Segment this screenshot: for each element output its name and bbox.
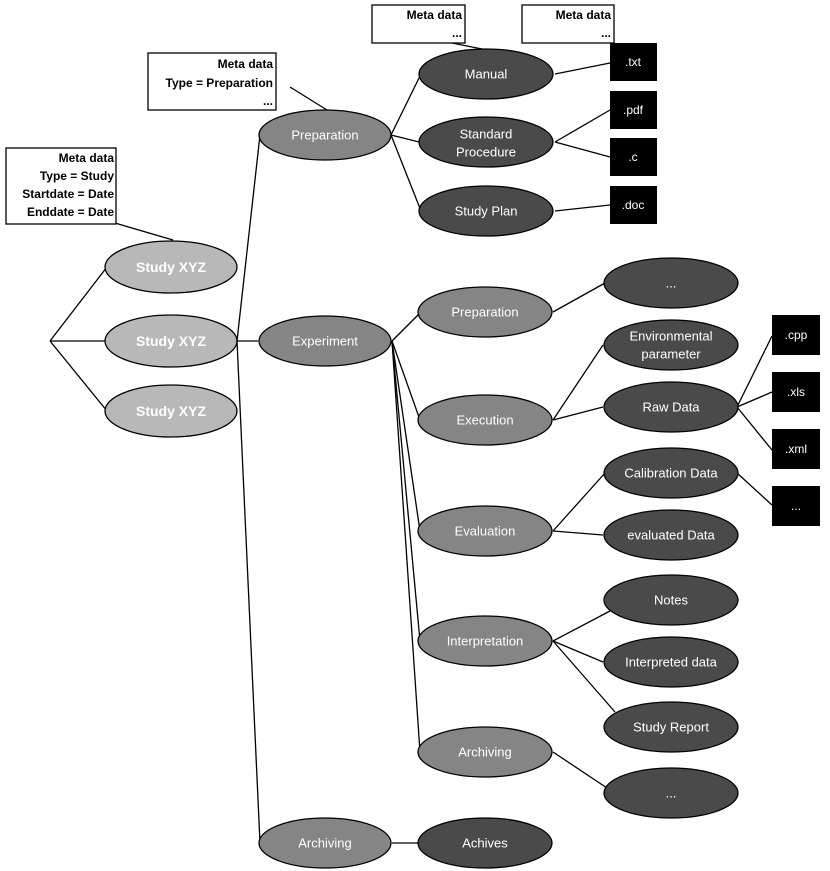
leaf-study-report — [604, 702, 738, 752]
study-label-3: Study XYZ — [135, 403, 207, 419]
meta-txt-line-2: ... — [600, 26, 611, 40]
phase-preparation — [259, 110, 391, 160]
leaf-archiving-more-label: ... — [665, 785, 677, 801]
meta-box-preparation — [148, 53, 276, 110]
edge-prep-manual — [391, 74, 421, 135]
file-xml-label: .xml — [785, 442, 807, 456]
edge-interpretation-report — [553, 641, 615, 712]
leaf-calibration-label: Calibration Data — [624, 465, 718, 481]
edge-bus-archiving — [237, 341, 260, 843]
leaf-interpreted-label: Interpreted data — [625, 654, 717, 670]
file-xls — [772, 372, 820, 412]
edge-preparation-meta — [290, 87, 327, 110]
leaf-interpreted-data — [604, 637, 738, 687]
meta-study-line-3: Startdate = Date — [22, 187, 114, 201]
phase-archiving — [259, 818, 391, 868]
file-txt — [610, 43, 657, 81]
edge-manual-txt — [555, 63, 610, 74]
file-xls-label: .xls — [787, 385, 805, 399]
node-exp-preparation-label: Preparation — [451, 304, 519, 320]
meta-study-line-4: Enddate = Date — [26, 205, 114, 219]
file-xml — [772, 429, 820, 469]
meta-txt-line-1: Meta data — [555, 8, 611, 22]
node-study-plan — [419, 186, 553, 236]
edge-exp-evaluation — [392, 341, 420, 531]
meta-preparation-line-2: Type = Preparation — [165, 76, 273, 90]
file-calibration-more-label: ... — [790, 499, 802, 513]
node-exp-interpretation — [418, 616, 552, 666]
edge-archiving-more — [553, 752, 610, 790]
file-pdf-label: .pdf — [622, 103, 644, 117]
edge-studyplan-doc — [555, 205, 610, 211]
meta-manual-line-1: Meta data — [406, 8, 462, 22]
leaf-calibration-data — [604, 448, 738, 498]
file-c — [610, 138, 657, 176]
edge-evaluation-calibration — [553, 473, 605, 531]
leaf-raw-data — [604, 382, 738, 432]
leaf-evaluated-data — [604, 510, 738, 560]
study-node-2 — [105, 315, 237, 367]
edge-preparation-more — [553, 283, 605, 312]
phase-preparation-label: Preparation — [291, 127, 359, 143]
edge-calibration-more — [737, 473, 772, 505]
phase-archiving-label: Archiving — [298, 835, 352, 851]
leaf-evaluated-label: evaluated Data — [627, 527, 715, 543]
node-standard-label-1: Standard — [459, 126, 513, 142]
file-cpp — [772, 315, 820, 355]
node-exp-interpretation-label: Interpretation — [446, 633, 524, 649]
edge-standard-c — [555, 142, 610, 157]
file-doc — [610, 186, 657, 224]
study-label-2: Study XYZ — [135, 333, 207, 349]
meta-box-study — [6, 148, 116, 224]
edge-rawdata-xls — [737, 392, 772, 407]
leaf-preparation-more-label: ... — [665, 275, 677, 291]
node-study-plan-label: Study Plan — [454, 203, 518, 219]
leaf-environmental-label-1: Environmental — [629, 328, 713, 344]
node-exp-evaluation — [418, 506, 552, 556]
edge-exp-interpretation — [392, 341, 420, 641]
edge-standard-pdf — [555, 110, 610, 142]
file-doc-label: .doc — [621, 198, 645, 212]
meta-box-manual — [372, 5, 465, 43]
node-exp-archiving-label: Archiving — [458, 744, 512, 760]
phase-experiment — [259, 316, 391, 366]
edge-rawdata-cpp — [737, 336, 772, 407]
meta-box-txt — [522, 5, 614, 43]
edge-prep-standard — [391, 135, 419, 142]
leaf-notes — [604, 575, 738, 625]
leaf-preparation-more — [604, 258, 738, 308]
node-exp-archiving — [418, 727, 552, 777]
edge-exp-preparation — [392, 312, 421, 341]
leaf-achives-label: Achives — [462, 835, 508, 851]
node-standard-procedure — [419, 117, 553, 167]
node-exp-preparation — [418, 287, 552, 337]
leaf-achives — [418, 818, 552, 868]
study-node-3 — [105, 385, 237, 437]
node-exp-evaluation-label: Evaluation — [454, 523, 516, 539]
node-standard-label-2: Procedure — [456, 144, 516, 160]
edge-interpretation-interpreted — [553, 641, 603, 662]
node-manual — [419, 49, 553, 99]
node-manual-label: Manual — [464, 66, 508, 82]
edge-exp-archiving — [392, 341, 420, 752]
edge-study-meta — [115, 223, 173, 240]
file-cpp-label: .cpp — [784, 328, 808, 342]
edge-root-study-3 — [50, 341, 107, 411]
meta-preparation-line-1: Meta data — [217, 57, 273, 71]
edge-evaluation-evaluated — [553, 531, 603, 535]
study-node-1 — [105, 241, 237, 293]
meta-preparation-line-3: ... — [262, 94, 273, 108]
leaf-archiving-more — [604, 768, 738, 818]
edge-interpretation-notes — [553, 611, 610, 641]
leaf-environmental-label-2: parameter — [641, 346, 701, 362]
meta-study-line-2: Type = Study — [39, 169, 114, 183]
study-label-1: Study XYZ — [135, 259, 207, 275]
meta-study-line-1: Meta data — [58, 151, 114, 165]
leaf-study-report-label: Study Report — [633, 719, 709, 735]
leaf-notes-label: Notes — [654, 592, 688, 608]
edge-prep-studyplan — [391, 135, 421, 211]
node-exp-execution-label: Execution — [456, 412, 514, 428]
edge-rawdata-xml — [737, 407, 772, 450]
edge-bus-preparation — [237, 135, 260, 341]
file-c-label: .c — [628, 150, 638, 164]
node-exp-execution — [418, 395, 552, 445]
meta-manual-line-2: ... — [451, 26, 462, 40]
leaf-environmental-parameter — [604, 320, 738, 370]
file-calibration-more — [772, 486, 820, 526]
phase-experiment-label: Experiment — [292, 333, 358, 349]
file-txt-label: .txt — [624, 55, 642, 69]
file-pdf — [610, 91, 657, 129]
leaf-raw-data-label: Raw Data — [642, 399, 700, 415]
edge-root-study-1 — [50, 267, 107, 341]
